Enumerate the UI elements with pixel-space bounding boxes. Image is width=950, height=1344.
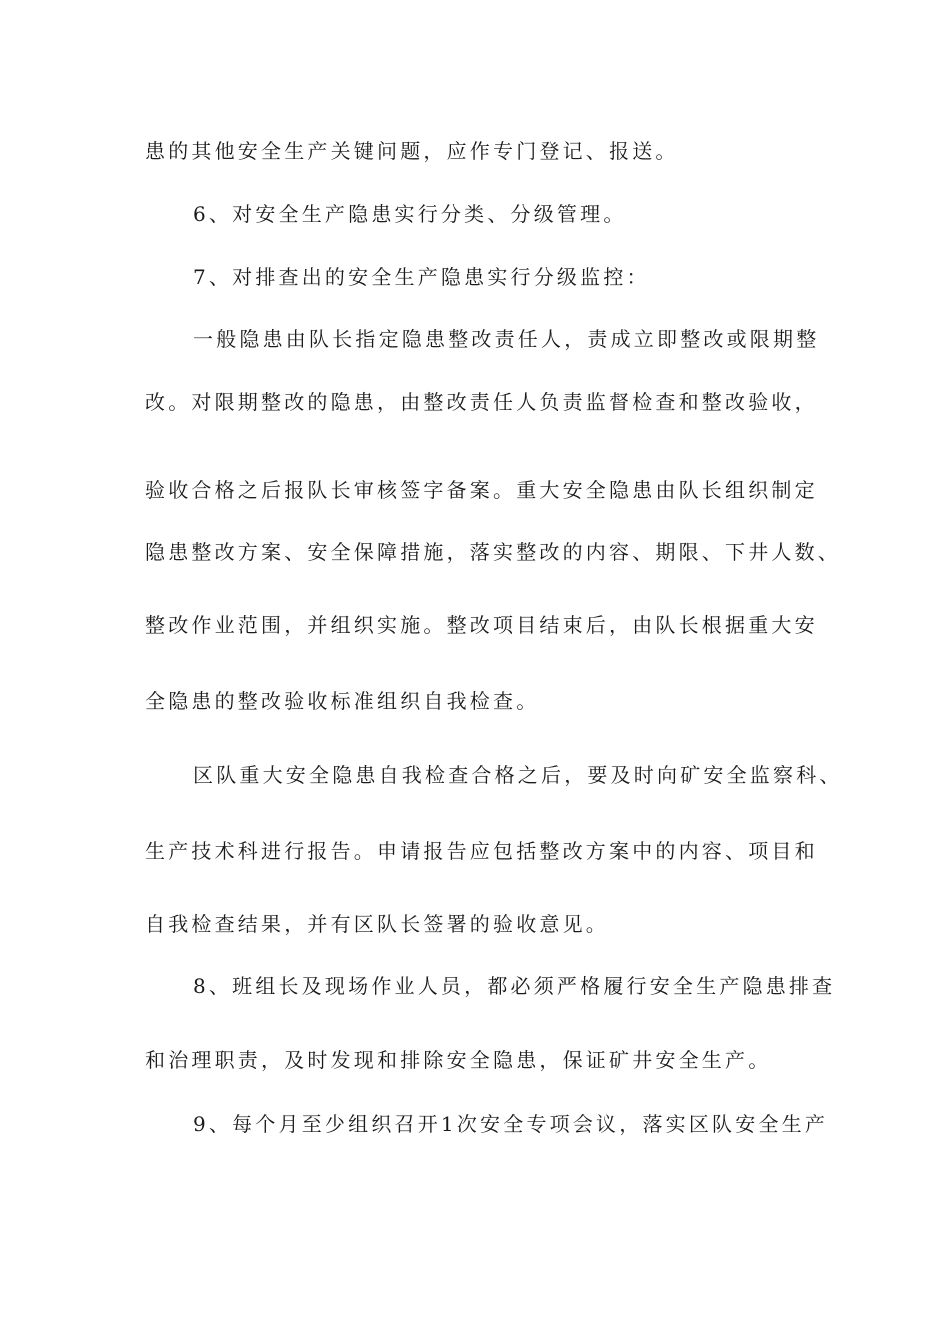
text-line-2: 6、对安全生产隐患实行分类、分级管理。 — [193, 202, 627, 226]
text-line-15: 9、每个月至少组织召开1次安全专项会议，落实区队安全生产 — [193, 1112, 829, 1136]
text-line-3: 7、对排查出的安全生产隐患实行分级监控： — [193, 265, 650, 289]
text-line-4: 一般隐患由队长指定隐患整改责任人，责成立即整改或限期整 — [193, 327, 820, 351]
text-line-5: 改。对限期整改的隐患，由整改责任人负责监督检查和整改验收， — [145, 390, 818, 414]
text-line-8: 整改作业范围，并组织实施。整改项目结束后，由队长根据重大安 — [145, 613, 818, 637]
text-line-10: 区队重大安全隐患自我检查合格之后，要及时向矿安全监察科、 — [193, 763, 843, 787]
text-line-6: 验收合格之后报队长审核签字备案。重大安全隐患由队长组织制定 — [145, 478, 818, 502]
text-line-9: 全隐患的整改验收标准组织自我检查。 — [145, 689, 540, 713]
text-line-1: 患的其他安全生产关键问题，应作专门登记、报送。 — [145, 139, 679, 163]
text-line-11: 生产技术科进行报告。申请报告应包括整改方案中的内容、项目和 — [145, 839, 818, 863]
text-line-14: 和治理职责，及时发现和排除安全隐患，保证矿井安全生产。 — [145, 1048, 772, 1072]
text-line-7: 隐患整改方案、安全保障措施，落实整改的内容、期限、下井人数、 — [145, 540, 841, 564]
text-line-13: 8、班组长及现场作业人员，都必须严格履行安全生产隐患排查 — [193, 974, 836, 998]
text-line-12: 自我检查结果，并有区队长签署的验收意见。 — [145, 912, 609, 936]
